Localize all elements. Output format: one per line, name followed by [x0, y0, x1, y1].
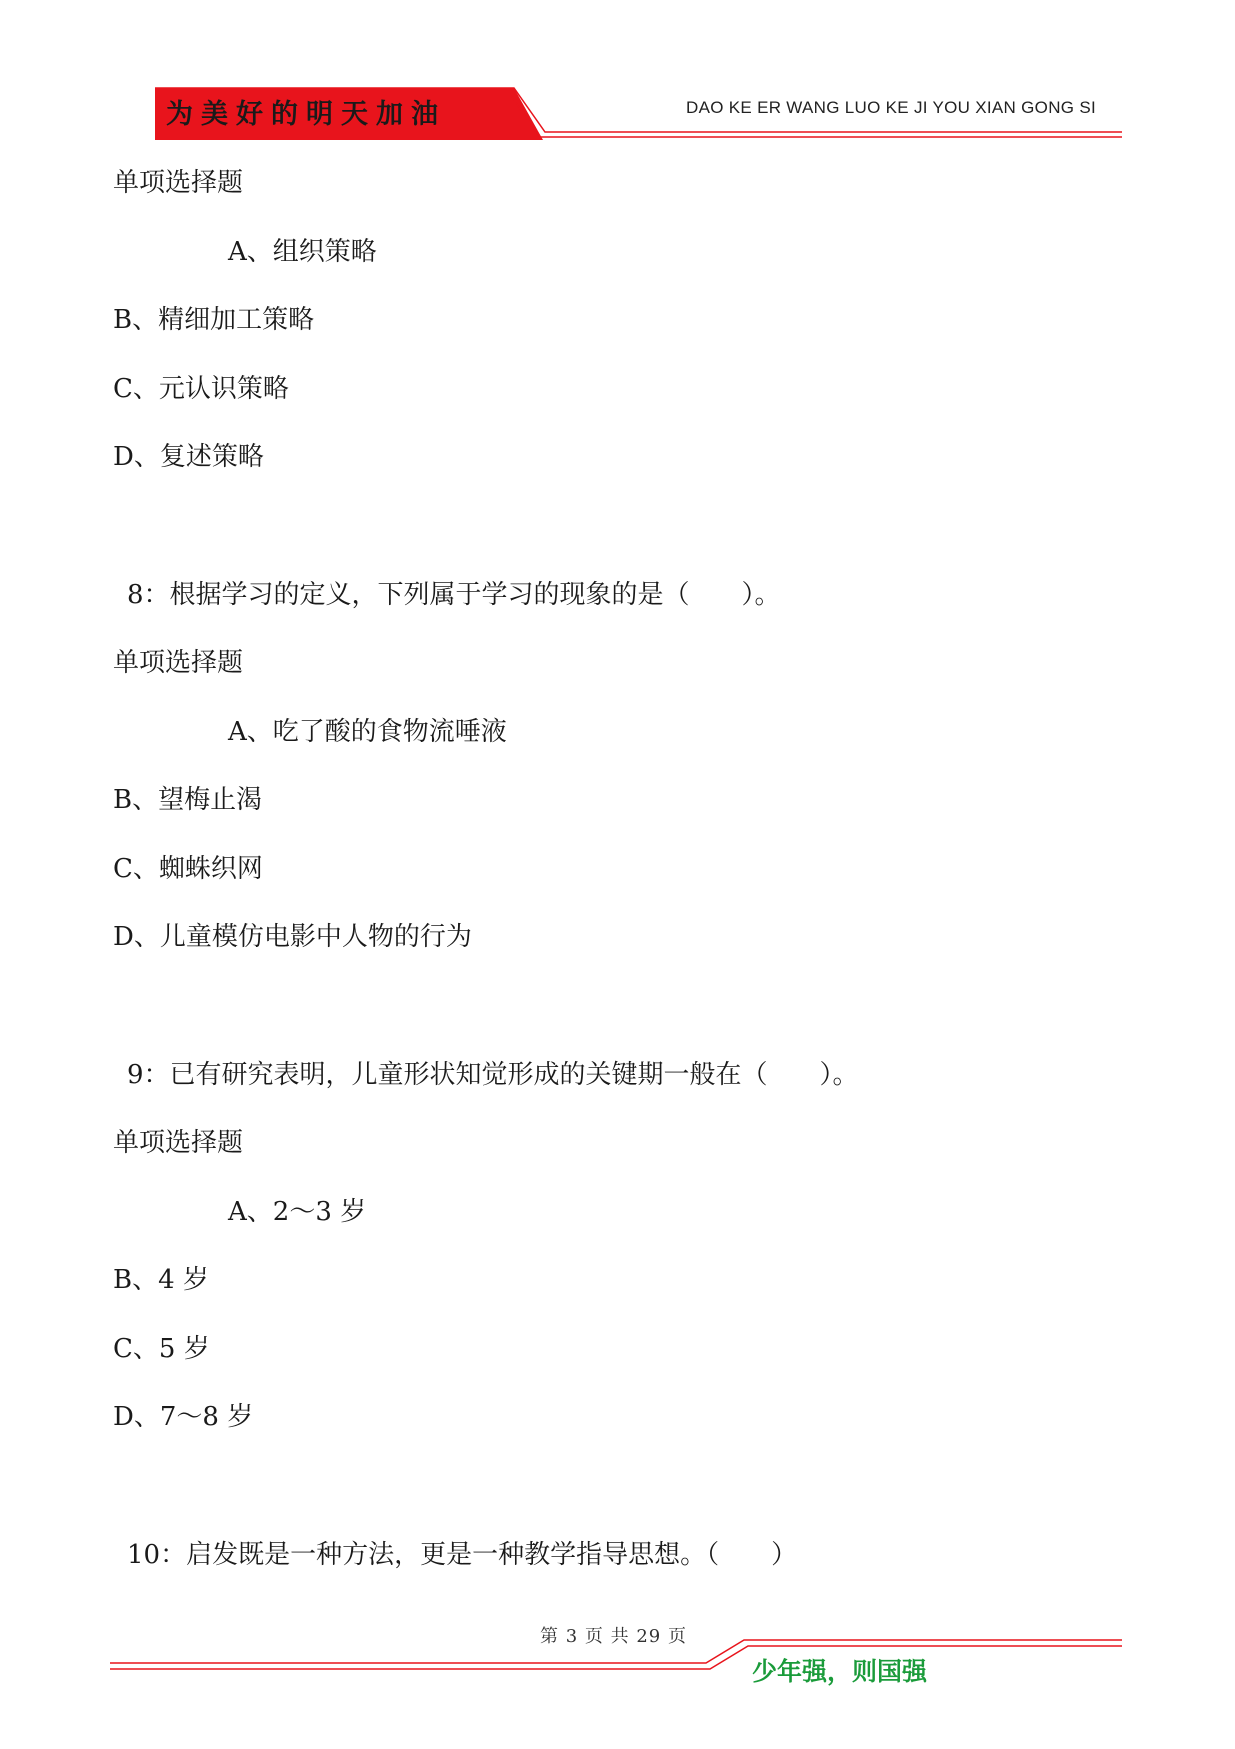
page-number: 第 3 页 共 29 页: [540, 1626, 687, 1647]
q9-option-c: C、5 岁: [113, 1334, 210, 1364]
q9-type: 单项选择题: [113, 1128, 244, 1158]
header-company-name: DAO KE ER WANG LUO KE JI YOU XIAN GONG SI: [686, 98, 1096, 117]
q10-title: 10：启发既是一种方法，更是一种教学指导思想。（ ）: [127, 1540, 798, 1570]
footer-rule-2: [110, 1646, 1122, 1669]
q8-option-a: A、吃了酸的食物流唾液: [228, 717, 507, 747]
q8-option-b: B、望梅止渴: [113, 785, 263, 815]
q9-option-a: A、2～3 岁: [228, 1197, 367, 1227]
q7-option-c: C、元认识策略: [113, 374, 289, 404]
q8-option-d: D、儿童模仿电影中人物的行为: [113, 922, 472, 952]
q9-title: 9：已有研究表明，儿童形状知觉形成的关键期一般在（ ）。: [127, 1060, 859, 1090]
q8-option-c: C、蜘蛛织网: [113, 854, 263, 884]
header-slogan: 为美好的明天加油: [166, 99, 446, 130]
q8-type: 单项选择题: [113, 648, 244, 678]
q8-title: 8：根据学习的定义，下列属于学习的现象的是（ ）。: [127, 580, 781, 610]
footer-rules: [0, 1600, 1235, 1720]
q9-option-d: D、7～8 岁: [113, 1402, 254, 1432]
q7-type: 单项选择题: [113, 168, 244, 198]
footer-slogan: 少年强，则国强: [752, 1657, 928, 1686]
q7-option-a: A、组织策略: [228, 237, 377, 267]
q9-option-b: B、4 岁: [113, 1265, 209, 1295]
q7-option-d: D、复述策略: [113, 442, 264, 472]
q7-option-b: B、精细加工策略: [113, 305, 315, 335]
